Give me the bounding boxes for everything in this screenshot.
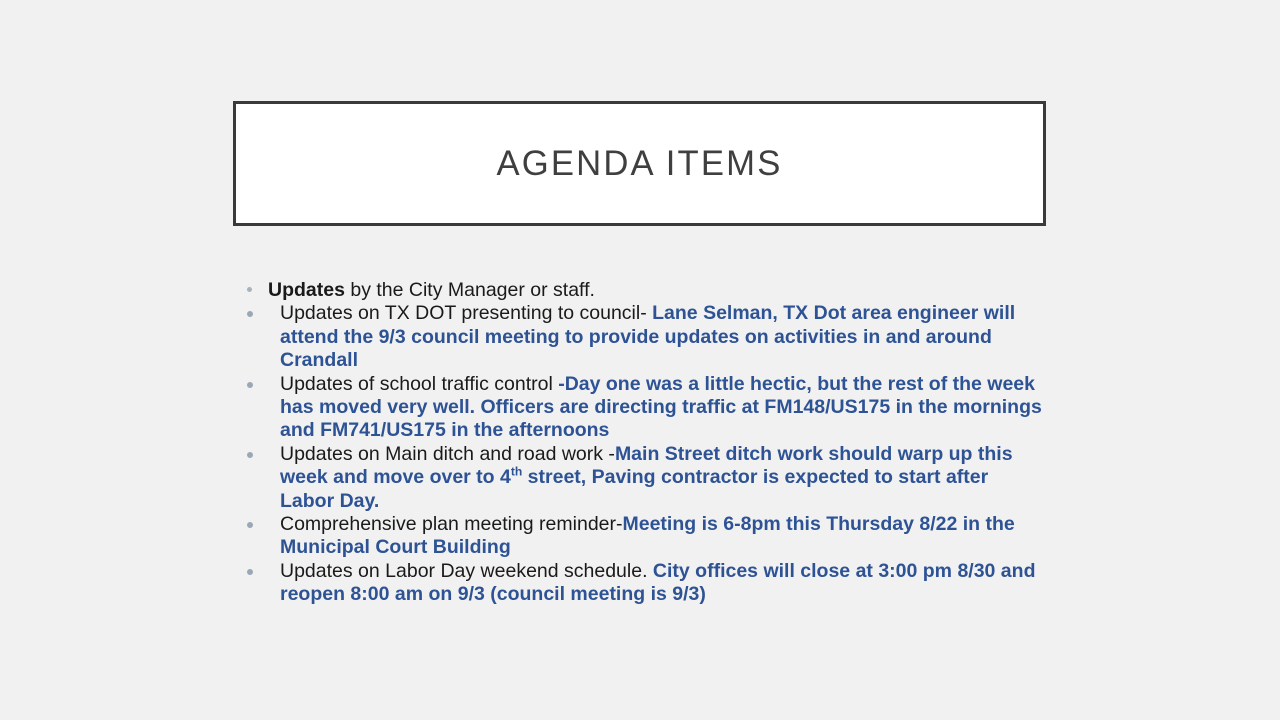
bullet-dot-icon (247, 382, 253, 388)
bullet-item-updates-city-manager (238, 279, 1044, 302)
text-run: Lane Selman, TX Dot area engineer will attend the 9/3 council meeting to provide updates on activities in and around Crandall (280, 302, 1016, 372)
text-run: -Day one was a little hectic, but the rest of the week has moved very well. Officers are directing traffic at FM148/US175 in the mornings and FM741/US175 in the afternoons (280, 372, 1042, 442)
text-run: Updates on TX DOT presenting to council- (280, 302, 653, 325)
bullet-item-tx-dot-council (238, 302, 1044, 372)
bullet-item-comprehensive-plan-meeting (238, 513, 1044, 560)
title-box (233, 101, 1046, 226)
ordinal-suffix: th (510, 464, 523, 479)
text-run: Meeting is 6-8pm this Thursday 8/22 in the Municipal Court Building (280, 513, 1015, 559)
text-run: Comprehensive plan meeting reminder- (280, 513, 623, 536)
bullet-item-school-traffic-control (238, 373, 1044, 443)
text-run: Main Street ditch work should warp up this week and move over to 4 (280, 442, 1013, 489)
text-run: Updates (268, 279, 345, 301)
page-title: AGENDA ITEMS (496, 144, 783, 183)
text-run: Updates of school traffic control (280, 372, 559, 395)
bullet-dot-icon (247, 287, 252, 292)
bullet-dot-icon (247, 522, 253, 528)
bullet-dot-icon (247, 569, 253, 575)
text-run: City offices will close at 3:00 pm 8/30 and reopen 8:00 am on 9/3 (council meeting is 9/3) (280, 559, 1036, 606)
bullet-item-main-ditch-road-work (238, 443, 1044, 513)
text-run: Updates on Main ditch and road work - (280, 442, 615, 465)
bullet-dot-icon (247, 311, 253, 317)
text-run: street, Paving contractor is expected to start after Labor Day. (280, 466, 989, 512)
bullet-item-labor-day-schedule (238, 560, 1044, 607)
text-run (511, 466, 522, 488)
text-run: by the City Manager or staff. (344, 279, 595, 301)
text-run: Updates on Labor Day weekend schedule. (280, 559, 653, 582)
bullet-dot-icon (247, 452, 253, 458)
agenda-bullet-list (238, 279, 1044, 607)
